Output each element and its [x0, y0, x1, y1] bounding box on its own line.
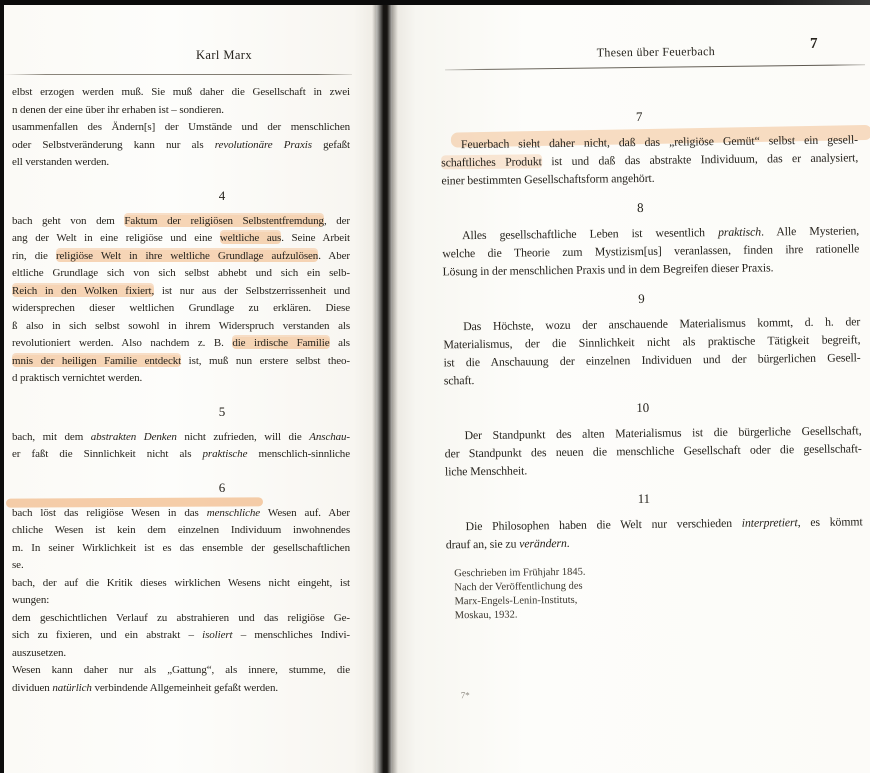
paragraph — [12, 84, 350, 172]
text-line — [12, 300, 350, 318]
section-number: 8 — [636, 199, 644, 216]
text-segment: Materialismus, der die Sinnlichkeit nicht als praktische Tätigkeit begreift, — [443, 332, 861, 352]
section-number: 11 — [637, 490, 651, 507]
text-segment: Alles gesellschaftliche Leben ist wesentlich — [461, 225, 719, 243]
section-number: 9 — [638, 290, 645, 307]
text-segment: abstrakten Denken — [90, 430, 177, 443]
text-segment: verbindende Allgemeinheit gefaßt werden. — [91, 681, 278, 694]
text-line — [12, 627, 350, 645]
paragraph — [442, 221, 860, 280]
text-segment: Feuerbach sieht daher nicht, daß das „religiöse Gemüt“ selbst ein gesell- — [460, 132, 859, 152]
text-line — [441, 166, 858, 189]
text-segment: der Standpunkt des neuen die menschliche Gesellschaft oder die gesellschaft- — [444, 441, 862, 461]
right-header-rule — [445, 64, 865, 70]
text-segment: Anschau- — [309, 430, 350, 443]
text-line — [445, 457, 862, 480]
text-segment: . Alle Mysterien, — [760, 223, 860, 239]
binding-gutter-shadow — [372, 0, 398, 773]
paragraph — [12, 505, 350, 698]
text-segment: praktische — [202, 448, 248, 460]
highlighted-text: die irdische Familie — [232, 337, 330, 349]
text-segment: Das Höchste, wozu der anschauende Materialismus kommt, d. h. der — [463, 314, 861, 334]
highlighted-text: religiöse Welt in ihre weltliche Grundlage aufzulösen — [55, 249, 319, 262]
text-segment: . Aber — [318, 249, 350, 262]
paragraph — [444, 421, 862, 480]
text-segment: gefaßt — [311, 138, 351, 151]
text-segment: dividuen — [12, 681, 53, 694]
text-segment: eltliche Grundlage sich von sich selbst abhebt und sich ein selb- — [12, 267, 350, 279]
text-segment: isoliert — [202, 629, 233, 641]
text-segment: ell verstanden werden. — [12, 156, 110, 168]
section-number: 7 — [635, 108, 643, 125]
text-segment: ist, muß nun erstere selbst theo- — [181, 354, 350, 367]
scanner-edge-left — [0, 0, 4, 773]
text-segment: schaft. — [443, 373, 475, 388]
text-segment: bach löst das religiöse Wesen in das — [12, 506, 207, 519]
text-segment: Wesen auf. Aber — [260, 506, 350, 519]
highlighted-text: Faktum der religiösen Selbstentfremdung — [124, 214, 324, 227]
right-page-body — [440, 93, 863, 623]
text-line — [12, 335, 350, 353]
text-segment: bach, der auf die Kritik dieses wirklichen Wesens nicht eingeht, ist — [12, 576, 350, 589]
text-line — [12, 283, 350, 301]
colophon-line: Nach der Veröffentlichung des — [454, 580, 583, 594]
text-segment: praktisch — [717, 224, 762, 240]
paragraph — [12, 429, 350, 464]
text-segment: revolutionäre Praxis — [214, 138, 312, 151]
text-line — [444, 366, 861, 389]
text-segment: menschliche — [206, 506, 261, 519]
left-running-header: Karl Marx — [195, 48, 252, 62]
text-segment: Die Philosophen haben die Welt nur verschieden — [465, 515, 742, 534]
text-segment: menschlich-sinnliche — [247, 448, 350, 460]
text-segment: welche die Theorie zum Mystizism[us] veranlassen, finden ihre rationelle — [442, 241, 860, 261]
section-number: 10 — [636, 399, 650, 416]
paragraph — [12, 213, 350, 388]
highlighted-text: schaftliches Produkt — [441, 154, 542, 170]
highlighted-text: Reich in den Wolken fixiert, — [12, 284, 155, 297]
text-segment: interpretiert — [741, 515, 798, 530]
text-line — [12, 265, 350, 283]
right-page — [392, 0, 870, 773]
text-line — [12, 557, 350, 575]
text-segment: bach geht von dem — [12, 214, 125, 227]
section-number: 4 — [218, 187, 226, 203]
text-segment: Lösung in der menschlichen Praxis und in dem Begreifen dieser Praxis. — [442, 260, 774, 279]
text-line — [12, 662, 350, 680]
text-segment: , der — [323, 214, 350, 227]
text-segment: d praktisch vernichtet werden. — [12, 372, 143, 384]
text-line — [12, 119, 350, 137]
text-line — [12, 102, 350, 120]
right-running-header: Thesen über Feuerbach — [596, 44, 716, 60]
text-segment: oder Selbstveränderung kann nur als — [12, 138, 215, 151]
text-line — [12, 575, 350, 593]
text-line — [12, 592, 350, 610]
scanner-edge-top — [0, 0, 870, 5]
highlighted-text: weltliche aus — [219, 232, 282, 244]
text-segment: ß also in sich selbst sowohl in ihrem Widerspruch verstanden als — [12, 319, 350, 332]
text-segment: ist nur aus der Selbstzerrissenheit und — [154, 284, 350, 297]
text-segment: se. — [12, 559, 24, 571]
colophon-line: Moskau, 1932. — [454, 609, 518, 622]
text-line — [12, 353, 350, 371]
text-line — [12, 84, 350, 102]
text-segment: liche Menschheit. — [444, 463, 528, 479]
text-segment: Der Standpunkt des alten Materialismus ist die bürgerliche Gesellschaft, — [464, 423, 862, 443]
text-segment: als — [329, 337, 350, 349]
text-segment: elbst erzogen werden muß. Sie muß daher die Gesellschaft in zwei — [12, 86, 350, 98]
text-segment: . Seine Arbeit — [281, 232, 350, 244]
text-segment: Wesen kann daher nur als „Gattung“, als innere, stumme, die — [12, 664, 350, 676]
paragraph — [443, 312, 861, 389]
text-segment: einer bestimmten Gesellschaftsform angehört. — [441, 170, 655, 188]
text-segment: ang der Welt in eine religiöse und eine — [12, 232, 220, 244]
text-segment: chliche Wesen ist kein dem einzelnen Individuum inwohnendes — [12, 524, 350, 536]
text-segment: widersprechen dieser weltlichen Grundlage zu erklären. Diese — [12, 302, 350, 314]
signature-mark: 7* — [460, 690, 470, 701]
text-segment: . — [566, 535, 570, 550]
right-page-content — [388, 0, 870, 773]
text-line — [12, 446, 350, 464]
text-line — [12, 610, 350, 628]
text-line — [12, 505, 350, 523]
text-segment: auszusetzen. — [12, 646, 67, 659]
text-line — [442, 257, 859, 280]
text-segment: rin, die — [12, 249, 56, 262]
text-line — [12, 680, 350, 698]
left-page — [4, 0, 376, 773]
right-sections — [441, 106, 863, 553]
text-segment: ist die Anschauung der einzelnen Individuen und der bürgerlichen Gesell- — [443, 350, 861, 370]
paragraph — [446, 512, 863, 553]
text-segment: bach, mit dem — [12, 430, 91, 443]
text-line — [12, 213, 350, 231]
text-line — [12, 318, 350, 336]
text-line — [12, 522, 350, 540]
text-segment: sich zu fixieren, und ein abstrakt – — [12, 629, 203, 641]
left-page-body — [12, 84, 350, 697]
text-line — [12, 137, 350, 155]
text-segment: – menschliches Indivi- — [232, 629, 350, 641]
text-segment: verändern — [519, 535, 567, 551]
paragraph — [441, 130, 859, 189]
highlighted-text: mnis der heiligen Familie entdeckt — [12, 354, 182, 367]
text-segment: dem geschichtlichen Verlauf zu abstrahieren und das religiöse Ge- — [12, 611, 350, 624]
text-line — [12, 154, 350, 172]
text-segment: natürlich — [52, 681, 92, 694]
text-line — [12, 370, 350, 388]
text-segment: ist und daß das abstrakte Individuum, das er analysiert, — [541, 150, 859, 169]
colophon-line: Geschrieben im Frühjahr 1845. — [454, 566, 586, 580]
text-segment: m. In seiner Wirklichkeit ist es das ensemble der gesellschaftlichen — [12, 541, 350, 554]
text-line — [446, 530, 863, 553]
colophon-line: Marx-Engels-Lenin-Instituts, — [454, 594, 578, 608]
text-segment: er faßt die Sinnlichkeit nicht als — [12, 448, 203, 460]
text-segment: wungen: — [12, 594, 50, 606]
section-number: 6 — [218, 479, 226, 495]
text-segment: , es kömmt — [797, 514, 863, 530]
colophon-note — [446, 562, 864, 623]
text-line — [12, 645, 350, 663]
text-segment: drauf an, sie zu — [445, 536, 520, 552]
text-line — [12, 230, 350, 248]
text-segment: revolutioniert werden. Also nachdem z. B. — [12, 337, 233, 349]
text-line — [12, 429, 350, 447]
text-segment: nicht zufrieden, will die — [176, 430, 310, 443]
text-segment: usammenfallen des Ändern[s] der Umstände und der menschlichen — [12, 121, 350, 133]
text-line — [12, 540, 350, 558]
page-number: 7 — [809, 35, 818, 52]
section-number: 5 — [218, 403, 226, 419]
left-header-rule — [4, 74, 352, 75]
text-segment: n denen der eine über ihr erhaben ist – sondieren. — [12, 103, 224, 116]
text-line — [12, 248, 350, 266]
